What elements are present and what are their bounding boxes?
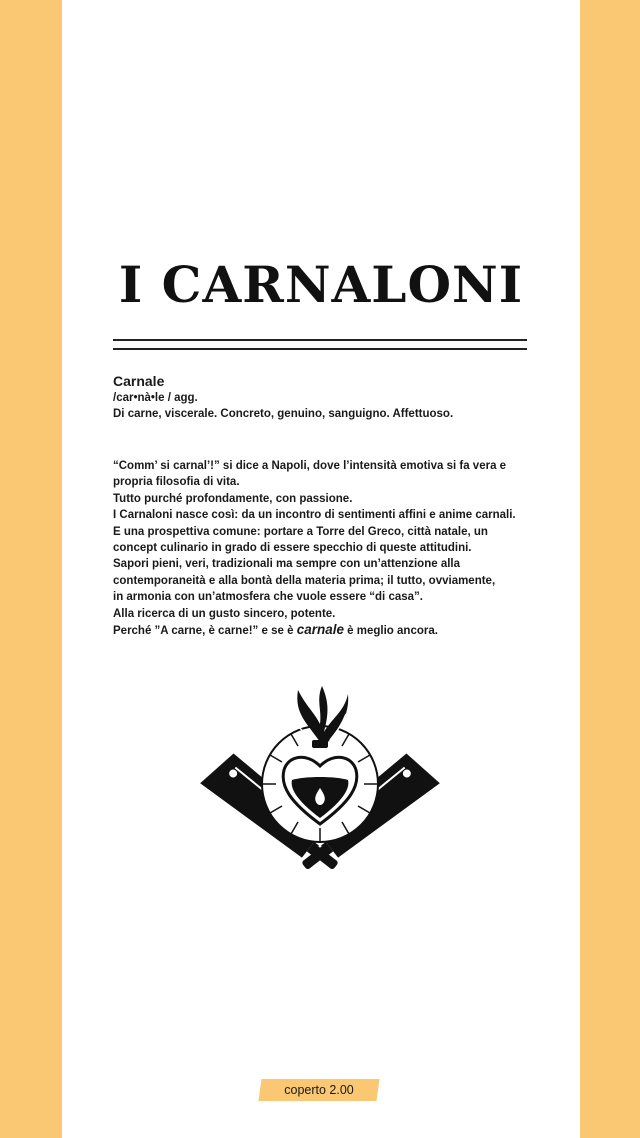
story-line: Alla ricerca di un gusto sincero, potente. — [113, 607, 336, 620]
story-line: I Carnaloni nasce così: da un incontro di sentimenti affini e anime carnali. — [113, 509, 516, 522]
definition-word: Carnale — [113, 373, 165, 389]
restaurant-story — [113, 458, 533, 639]
closing-text-after: è meglio ancora. — [343, 625, 438, 638]
definition-meaning: Di carne, viscerale. Concreto, genuino, sanguigno. Affettuoso. — [113, 408, 454, 420]
closing-emphasis: carnale — [296, 622, 344, 638]
title-divider-top — [113, 339, 527, 341]
story-line: Tutto purché profondamente, con passione. — [113, 492, 353, 505]
menu-page — [62, 0, 580, 1138]
story-line: contemporaneità e alla bontà della materia prima; il tutto, ovviamente, — [113, 574, 496, 587]
definition-pronunciation: /car•nà•le / agg. — [113, 392, 198, 404]
story-line: concept culinario in grado di essere specchio di queste attitudini. — [113, 542, 472, 555]
story-line: “Comm’ si carnal’!” si dice a Napoli, dove l’intensità emotiva si fa vera e — [113, 460, 507, 472]
cover-charge-label: coperto 2.00 — [284, 1083, 354, 1097]
sacred-heart-with-crossed-cleavers-icon — [198, 684, 442, 880]
story-closing-line — [113, 622, 533, 639]
restaurant-title: I CARNALONI — [118, 255, 524, 314]
story-line: E una prospettiva comune: portare a Torre del Greco, città natale, un — [113, 525, 488, 538]
closing-text-before: Perché ”A carne, è carne!” e se è — [113, 625, 297, 638]
story-line: in armonia con un’atmosfera che vuole essere “di casa”. — [113, 591, 423, 604]
word-definition — [113, 372, 533, 422]
title-divider-bottom — [113, 348, 527, 350]
story-line: propria filosofia di vita. — [113, 476, 240, 489]
story-line: Sapori pieni, veri, tradizionali ma sempre con un’attenzione alla — [113, 558, 461, 571]
